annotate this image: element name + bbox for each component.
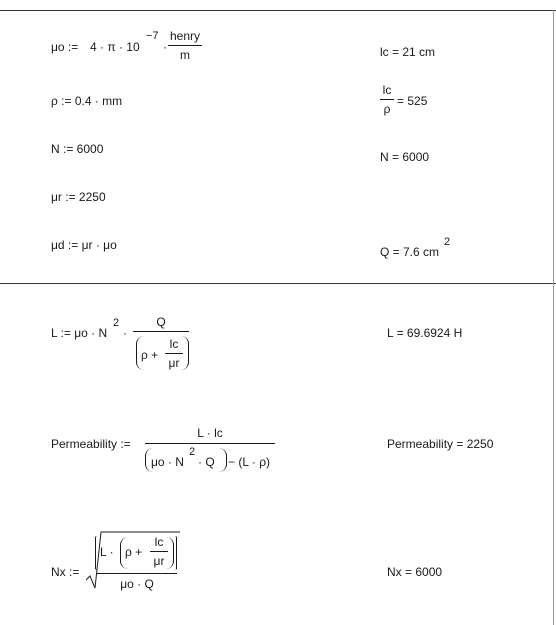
l-den-rho: ρ + bbox=[141, 348, 159, 362]
perm-fraction-bar bbox=[145, 443, 275, 444]
right-edge bbox=[553, 10, 554, 625]
nx-num-rho: ρ + bbox=[125, 545, 143, 559]
l-numerator: Q bbox=[156, 315, 166, 329]
perm-den-a: μo · N bbox=[151, 455, 184, 469]
q-value: Q = 7.6 cm bbox=[380, 245, 440, 259]
perm-den-b: · Q bbox=[198, 455, 215, 469]
n-definition: N := 6000 bbox=[51, 142, 104, 156]
nx-denominator: μo · Q bbox=[120, 577, 154, 591]
mur-definition: μr := 2250 bbox=[51, 190, 106, 204]
mud-definition: μd := μr · μo bbox=[51, 238, 117, 252]
perm-den-exponent: 2 bbox=[189, 446, 196, 458]
mu0-unit-numerator: henry bbox=[169, 29, 201, 43]
l-fraction-bar bbox=[133, 331, 189, 332]
n-result: N = 6000 bbox=[380, 150, 430, 164]
l-exponent: 2 bbox=[113, 317, 120, 329]
ratio-value: = 525 bbox=[397, 94, 428, 108]
mu0-lhs: μo := bbox=[51, 40, 79, 54]
q-exponent: 2 bbox=[444, 236, 451, 248]
lc-result: lc = 21 cm bbox=[380, 45, 436, 59]
l-result: L = 69.6924 H bbox=[387, 326, 463, 340]
l-den-frac-den: μr bbox=[168, 356, 180, 370]
nx-lhs: Nx := bbox=[51, 565, 80, 579]
middle-separator bbox=[0, 283, 556, 284]
perm-den-c: − (L · ρ) bbox=[228, 455, 271, 469]
nx-main-bar bbox=[97, 573, 177, 574]
perm-lhs: Permeability := bbox=[51, 437, 131, 451]
l-den-frac-bar bbox=[165, 353, 183, 354]
ratio-denominator: ρ bbox=[383, 102, 391, 116]
l-dot: · bbox=[123, 326, 127, 340]
mu0-dot: · bbox=[163, 40, 167, 54]
mu0-rhs: 4 · π · 10 bbox=[90, 40, 140, 54]
permeability-result: Permeability = 2250 bbox=[387, 437, 494, 451]
ratio-bar bbox=[380, 99, 394, 100]
nx-num-left: L · bbox=[100, 545, 114, 559]
top-separator bbox=[0, 10, 556, 11]
rho-definition: ρ := 0.4 · mm bbox=[51, 94, 123, 108]
l-lhs: L := μo · N bbox=[51, 326, 108, 340]
nx-frac-num: lc bbox=[154, 535, 164, 549]
perm-numerator: L · lc bbox=[197, 426, 223, 440]
mu0-unit-bar bbox=[168, 45, 202, 46]
nx-result: Nx = 6000 bbox=[387, 565, 443, 579]
mu0-unit-denominator: m bbox=[180, 48, 190, 62]
nx-frac-bar bbox=[150, 551, 168, 552]
nx-frac-den: μr bbox=[153, 554, 165, 568]
mu0-exponent: −7 bbox=[146, 30, 159, 42]
ratio-numerator: lc bbox=[382, 83, 392, 97]
l-den-frac-num: lc bbox=[169, 337, 179, 351]
